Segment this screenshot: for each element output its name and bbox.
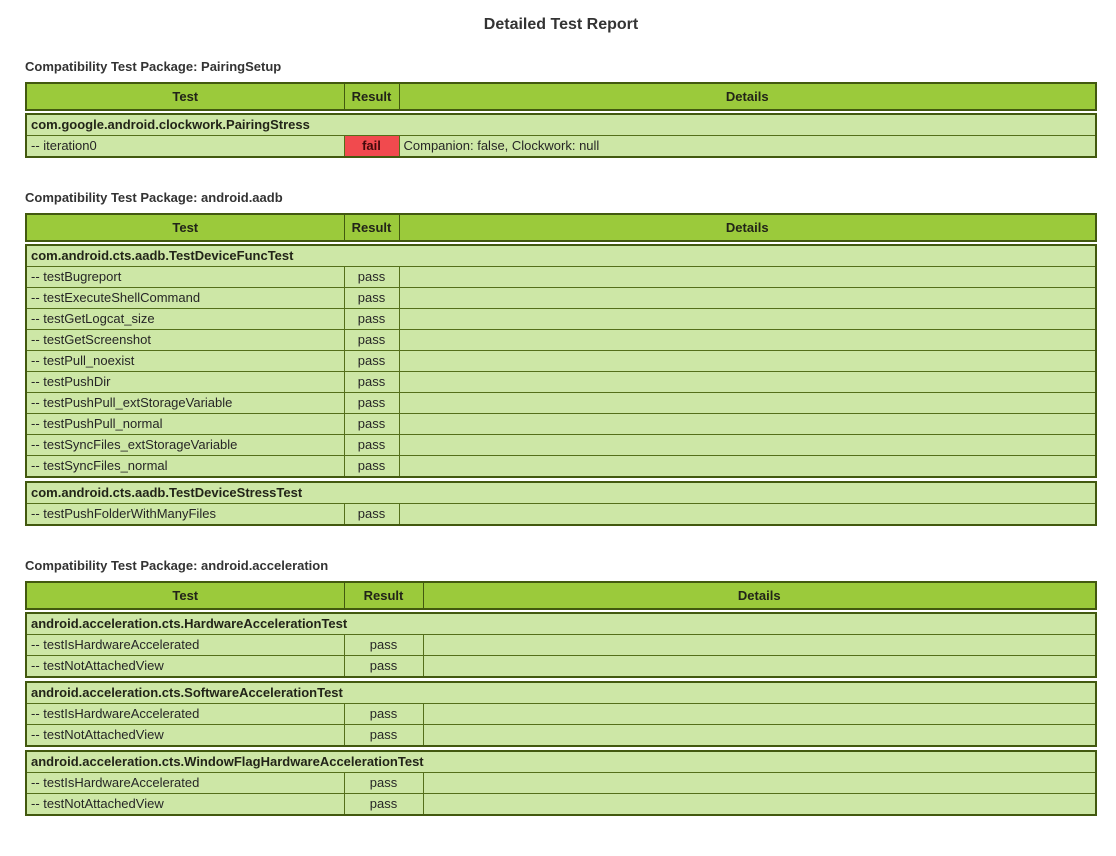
test-class-name: com.android.cts.aadb.TestDeviceStressTest bbox=[26, 482, 1096, 504]
test-row bbox=[26, 656, 1096, 678]
test-name-cell: -- testSyncFiles_extStorageVariable bbox=[26, 435, 344, 456]
test-details-cell bbox=[399, 372, 1096, 393]
test-name-cell: -- testGetScreenshot bbox=[26, 330, 344, 351]
test-name-cell: -- testNotAttachedView bbox=[26, 794, 344, 816]
test-details-cell bbox=[423, 704, 1096, 725]
test-row bbox=[26, 435, 1096, 456]
test-class-row bbox=[26, 245, 1096, 267]
results-header-table bbox=[25, 82, 1097, 111]
test-details-cell: Companion: false, Clockwork: null bbox=[399, 136, 1096, 158]
test-details-cell bbox=[399, 330, 1096, 351]
results-header-table bbox=[25, 581, 1097, 610]
test-name-cell: -- testBugreport bbox=[26, 267, 344, 288]
test-result-cell: pass bbox=[344, 704, 423, 725]
test-name-cell: -- testNotAttachedView bbox=[26, 725, 344, 747]
test-result-cell: pass bbox=[344, 656, 423, 678]
test-class-table bbox=[25, 244, 1097, 478]
test-row bbox=[26, 635, 1096, 656]
test-class-name: android.acceleration.cts.HardwareAccelerationTest bbox=[26, 613, 1096, 635]
test-name-cell: -- testPushDir bbox=[26, 372, 344, 393]
test-class-row bbox=[26, 114, 1096, 136]
test-name-cell: -- testGetLogcat_size bbox=[26, 309, 344, 330]
test-name-cell: -- testPull_noexist bbox=[26, 351, 344, 372]
test-row bbox=[26, 136, 1096, 158]
test-details-cell bbox=[399, 393, 1096, 414]
test-result-cell: pass bbox=[344, 288, 399, 309]
test-details-cell bbox=[399, 456, 1096, 478]
test-row bbox=[26, 330, 1096, 351]
test-details-cell bbox=[423, 725, 1096, 747]
test-row bbox=[26, 372, 1096, 393]
test-details-cell bbox=[423, 773, 1096, 794]
test-name-cell: -- testIsHardwareAccelerated bbox=[26, 704, 344, 725]
test-details-cell bbox=[423, 635, 1096, 656]
column-header-test: Test bbox=[26, 582, 344, 609]
test-class-table bbox=[25, 612, 1097, 678]
test-row bbox=[26, 288, 1096, 309]
test-details-cell bbox=[399, 414, 1096, 435]
results-header-table bbox=[25, 213, 1097, 242]
test-result-cell: pass bbox=[344, 330, 399, 351]
test-details-cell bbox=[423, 794, 1096, 816]
column-header-test: Test bbox=[26, 214, 344, 241]
class-blocks bbox=[25, 244, 1097, 526]
test-class-table bbox=[25, 113, 1097, 158]
test-details-cell bbox=[399, 309, 1096, 330]
column-header-details: Details bbox=[423, 582, 1096, 609]
test-result-cell: pass bbox=[344, 794, 423, 816]
test-row bbox=[26, 414, 1096, 435]
test-row bbox=[26, 794, 1096, 816]
column-header-result: Result bbox=[344, 582, 423, 609]
test-details-cell bbox=[423, 656, 1096, 678]
test-details-cell bbox=[399, 267, 1096, 288]
page-title: Detailed Test Report bbox=[483, 16, 639, 33]
test-name-cell: -- testPushFolderWithManyFiles bbox=[26, 504, 344, 526]
test-class-name: com.android.cts.aadb.TestDeviceFuncTest bbox=[26, 245, 1096, 267]
test-name-cell: -- testPushPull_extStorageVariable bbox=[26, 393, 344, 414]
package-heading: Compatibility Test Package: PairingSetup bbox=[25, 59, 282, 74]
test-result-cell: pass bbox=[344, 725, 423, 747]
package-section bbox=[25, 59, 1097, 158]
test-class-row bbox=[26, 682, 1096, 704]
column-header-details: Details bbox=[399, 83, 1096, 110]
test-result-cell: pass bbox=[344, 456, 399, 478]
package-list bbox=[25, 59, 1097, 816]
report bbox=[25, 15, 1097, 816]
test-result-cell: pass bbox=[344, 635, 423, 656]
test-result-cell: fail bbox=[344, 136, 399, 158]
test-result-cell: pass bbox=[344, 372, 399, 393]
test-class-table bbox=[25, 750, 1097, 816]
package-heading: Compatibility Test Package: android.acceleration bbox=[25, 558, 329, 573]
test-name-cell: -- testPushPull_normal bbox=[26, 414, 344, 435]
test-row bbox=[26, 393, 1096, 414]
package-section bbox=[25, 558, 1097, 816]
test-row bbox=[26, 725, 1096, 747]
test-details-cell bbox=[399, 351, 1096, 372]
test-row bbox=[26, 267, 1096, 288]
column-header-result: Result bbox=[344, 214, 399, 241]
test-name-cell: -- iteration0 bbox=[26, 136, 344, 158]
test-row bbox=[26, 704, 1096, 725]
column-header-result: Result bbox=[344, 83, 399, 110]
test-row bbox=[26, 309, 1096, 330]
test-class-name: com.google.android.clockwork.PairingStress bbox=[26, 114, 1096, 136]
test-name-cell: -- testNotAttachedView bbox=[26, 656, 344, 678]
test-class-row bbox=[26, 613, 1096, 635]
test-details-cell bbox=[399, 504, 1096, 526]
test-row bbox=[26, 504, 1096, 526]
column-header-details: Details bbox=[399, 214, 1096, 241]
test-result-cell: pass bbox=[344, 267, 399, 288]
column-header-row bbox=[26, 582, 1096, 609]
test-name-cell: -- testExecuteShellCommand bbox=[26, 288, 344, 309]
test-class-row bbox=[26, 751, 1096, 773]
class-blocks bbox=[25, 612, 1097, 816]
test-class-name: android.acceleration.cts.SoftwareAccelerationTest bbox=[26, 682, 1096, 704]
test-result-cell: pass bbox=[344, 351, 399, 372]
test-row bbox=[26, 351, 1096, 372]
test-class-name: android.acceleration.cts.WindowFlagHardwareAccelerationTest bbox=[26, 751, 1096, 773]
test-result-cell: pass bbox=[344, 773, 423, 794]
test-name-cell: -- testSyncFiles_normal bbox=[26, 456, 344, 478]
column-header-row bbox=[26, 83, 1096, 110]
column-header-row bbox=[26, 214, 1096, 241]
test-result-cell: pass bbox=[344, 435, 399, 456]
test-result-cell: pass bbox=[344, 504, 399, 526]
test-row bbox=[26, 773, 1096, 794]
test-name-cell: -- testIsHardwareAccelerated bbox=[26, 635, 344, 656]
test-result-cell: pass bbox=[344, 393, 399, 414]
package-heading: Compatibility Test Package: android.aadb bbox=[25, 190, 283, 205]
test-class-table bbox=[25, 681, 1097, 747]
test-class-table bbox=[25, 481, 1097, 526]
test-result-cell: pass bbox=[344, 309, 399, 330]
test-row bbox=[26, 456, 1096, 478]
test-result-cell: pass bbox=[344, 414, 399, 435]
package-section bbox=[25, 190, 1097, 526]
column-header-test: Test bbox=[26, 83, 344, 110]
test-details-cell bbox=[399, 435, 1096, 456]
test-details-cell bbox=[399, 288, 1096, 309]
test-name-cell: -- testIsHardwareAccelerated bbox=[26, 773, 344, 794]
class-blocks bbox=[25, 113, 1097, 158]
test-class-row bbox=[26, 482, 1096, 504]
